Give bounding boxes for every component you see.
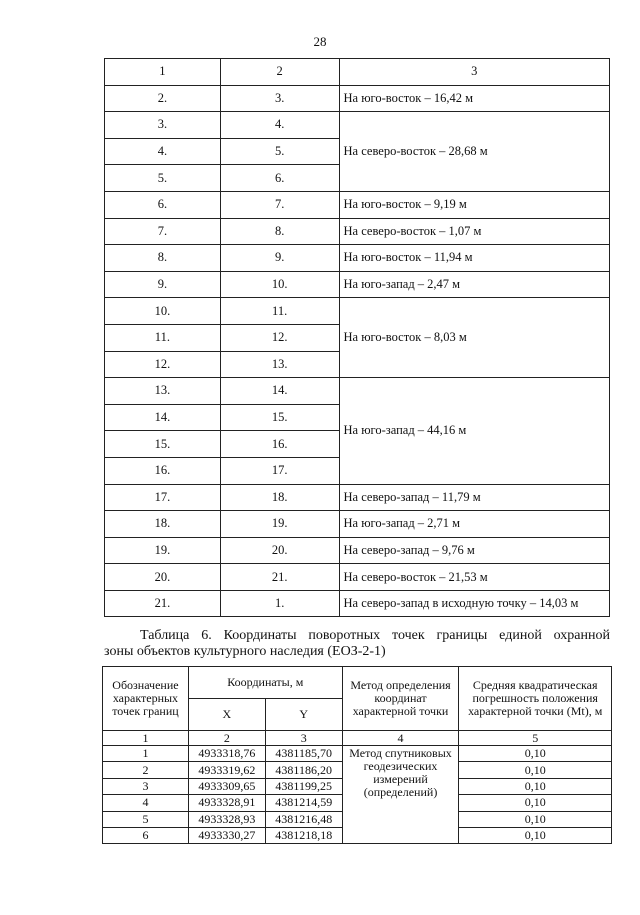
x-header: X xyxy=(188,699,265,731)
x-value: 4933330,27 xyxy=(188,827,265,843)
x-value: 4933328,91 xyxy=(188,795,265,811)
table-row xyxy=(105,191,610,218)
direction-description: На северо-запад – 11,79 м xyxy=(339,484,610,511)
designation-header: Обозначение характерных точек границ xyxy=(103,667,189,731)
to-point: 13. xyxy=(220,351,339,378)
direction-description: На юго-восток – 8,03 м xyxy=(339,298,610,378)
error-header: Средняя квадратическая погрешность положения характерной точки (Mt), м xyxy=(459,667,612,731)
column-number: 2 xyxy=(188,731,265,746)
to-point: 6. xyxy=(220,165,339,192)
from-point: 18. xyxy=(105,511,221,538)
from-point: 12. xyxy=(105,351,221,378)
x-value: 4933318,76 xyxy=(188,746,265,762)
coordinates-table xyxy=(102,666,612,844)
table-row xyxy=(105,218,610,245)
y-value: 4381186,20 xyxy=(265,762,342,778)
table-row xyxy=(105,537,610,564)
point-id: 6 xyxy=(103,827,189,843)
to-point: 10. xyxy=(220,271,339,298)
table-row xyxy=(105,378,610,405)
direction-description: На юго-восток – 9,19 м xyxy=(339,191,610,218)
error-value: 0,10 xyxy=(459,827,612,843)
y-header: Y xyxy=(265,699,342,731)
table-row xyxy=(105,271,610,298)
error-value: 0,10 xyxy=(459,795,612,811)
direction-description: На северо-запад – 9,76 м xyxy=(339,537,610,564)
from-point: 16. xyxy=(105,457,221,484)
column-number: 1 xyxy=(103,731,189,746)
error-value: 0,10 xyxy=(459,746,612,762)
direction-description: На северо-восток – 21,53 м xyxy=(339,564,610,591)
to-point: 1. xyxy=(220,590,339,617)
from-point: 4. xyxy=(105,138,221,165)
point-id: 2 xyxy=(103,762,189,778)
to-point: 8. xyxy=(220,218,339,245)
caption-line-1: Таблица 6. Координаты поворотных точек границы единой охранной xyxy=(140,628,610,643)
y-value: 4381216,48 xyxy=(265,811,342,827)
from-point: 5. xyxy=(105,165,221,192)
column-number-2: 2 xyxy=(220,59,339,86)
from-point: 19. xyxy=(105,537,221,564)
to-point: 15. xyxy=(220,404,339,431)
column-number-1: 1 xyxy=(105,59,221,86)
point-id: 3 xyxy=(103,778,189,794)
to-point: 19. xyxy=(220,511,339,538)
to-point: 17. xyxy=(220,457,339,484)
table-row xyxy=(105,298,610,325)
point-id: 4 xyxy=(103,795,189,811)
direction-description: На юго-запад – 2,47 м xyxy=(339,271,610,298)
to-point: 7. xyxy=(220,191,339,218)
from-point: 17. xyxy=(105,484,221,511)
to-point: 18. xyxy=(220,484,339,511)
from-point: 6. xyxy=(105,191,221,218)
to-point: 11. xyxy=(220,298,339,325)
table-row xyxy=(105,511,610,538)
point-id: 1 xyxy=(103,746,189,762)
column-number: 3 xyxy=(265,731,342,746)
route-description-table xyxy=(104,58,610,617)
y-value: 4381218,18 xyxy=(265,827,342,843)
method-value: Метод спутниковых геодезических измерений (определений) xyxy=(342,746,459,844)
table-row xyxy=(105,112,610,139)
from-point: 8. xyxy=(105,245,221,272)
table-row xyxy=(105,245,610,272)
error-value: 0,10 xyxy=(459,762,612,778)
table-header-row xyxy=(105,59,610,86)
from-point: 3. xyxy=(105,112,221,139)
error-value: 0,10 xyxy=(459,778,612,794)
from-point: 10. xyxy=(105,298,221,325)
method-header: Метод определения координат характерной точки xyxy=(342,667,459,731)
to-point: 9. xyxy=(220,245,339,272)
x-value: 4933319,62 xyxy=(188,762,265,778)
direction-description: На юго-восток – 16,42 м xyxy=(339,85,610,112)
direction-description: На северо-восток – 28,68 м xyxy=(339,112,610,192)
to-point: 21. xyxy=(220,564,339,591)
column-number: 4 xyxy=(342,731,459,746)
column-number-3: 3 xyxy=(339,59,610,86)
caption-line-2: зоны объектов культурного наследия (ЕОЗ-2-1) xyxy=(104,644,386,659)
table-row xyxy=(105,484,610,511)
from-point: 21. xyxy=(105,590,221,617)
direction-description: На юго-запад – 2,71 м xyxy=(339,511,610,538)
from-point: 15. xyxy=(105,431,221,458)
direction-description: На северо-восток – 1,07 м xyxy=(339,218,610,245)
y-value: 4381185,70 xyxy=(265,746,342,762)
coordinates-header: Координаты, м xyxy=(188,667,342,699)
y-value: 4381214,59 xyxy=(265,795,342,811)
x-value: 4933328,93 xyxy=(188,811,265,827)
column-number: 5 xyxy=(459,731,612,746)
table-caption xyxy=(104,628,610,660)
direction-description: На юго-запад – 44,16 м xyxy=(339,378,610,484)
table-header-row xyxy=(103,667,612,699)
y-value: 4381199,25 xyxy=(265,778,342,794)
x-value: 4933309,65 xyxy=(188,778,265,794)
to-point: 5. xyxy=(220,138,339,165)
from-point: 11. xyxy=(105,324,221,351)
from-point: 20. xyxy=(105,564,221,591)
from-point: 9. xyxy=(105,271,221,298)
to-point: 20. xyxy=(220,537,339,564)
table-row xyxy=(105,590,610,617)
to-point: 4. xyxy=(220,112,339,139)
table-row xyxy=(105,85,610,112)
to-point: 3. xyxy=(220,85,339,112)
from-point: 2. xyxy=(105,85,221,112)
from-point: 7. xyxy=(105,218,221,245)
direction-description: На северо-запад в исходную точку – 14,03 м xyxy=(339,590,610,617)
table-row xyxy=(105,564,610,591)
from-point: 13. xyxy=(105,378,221,405)
direction-description: На юго-восток – 11,94 м xyxy=(339,245,610,272)
column-numbers-row xyxy=(103,731,612,746)
from-point: 14. xyxy=(105,404,221,431)
page-number: 28 xyxy=(313,34,327,49)
to-point: 14. xyxy=(220,378,339,405)
to-point: 16. xyxy=(220,431,339,458)
to-point: 12. xyxy=(220,324,339,351)
error-value: 0,10 xyxy=(459,811,612,827)
point-id: 5 xyxy=(103,811,189,827)
table-row xyxy=(103,746,612,762)
